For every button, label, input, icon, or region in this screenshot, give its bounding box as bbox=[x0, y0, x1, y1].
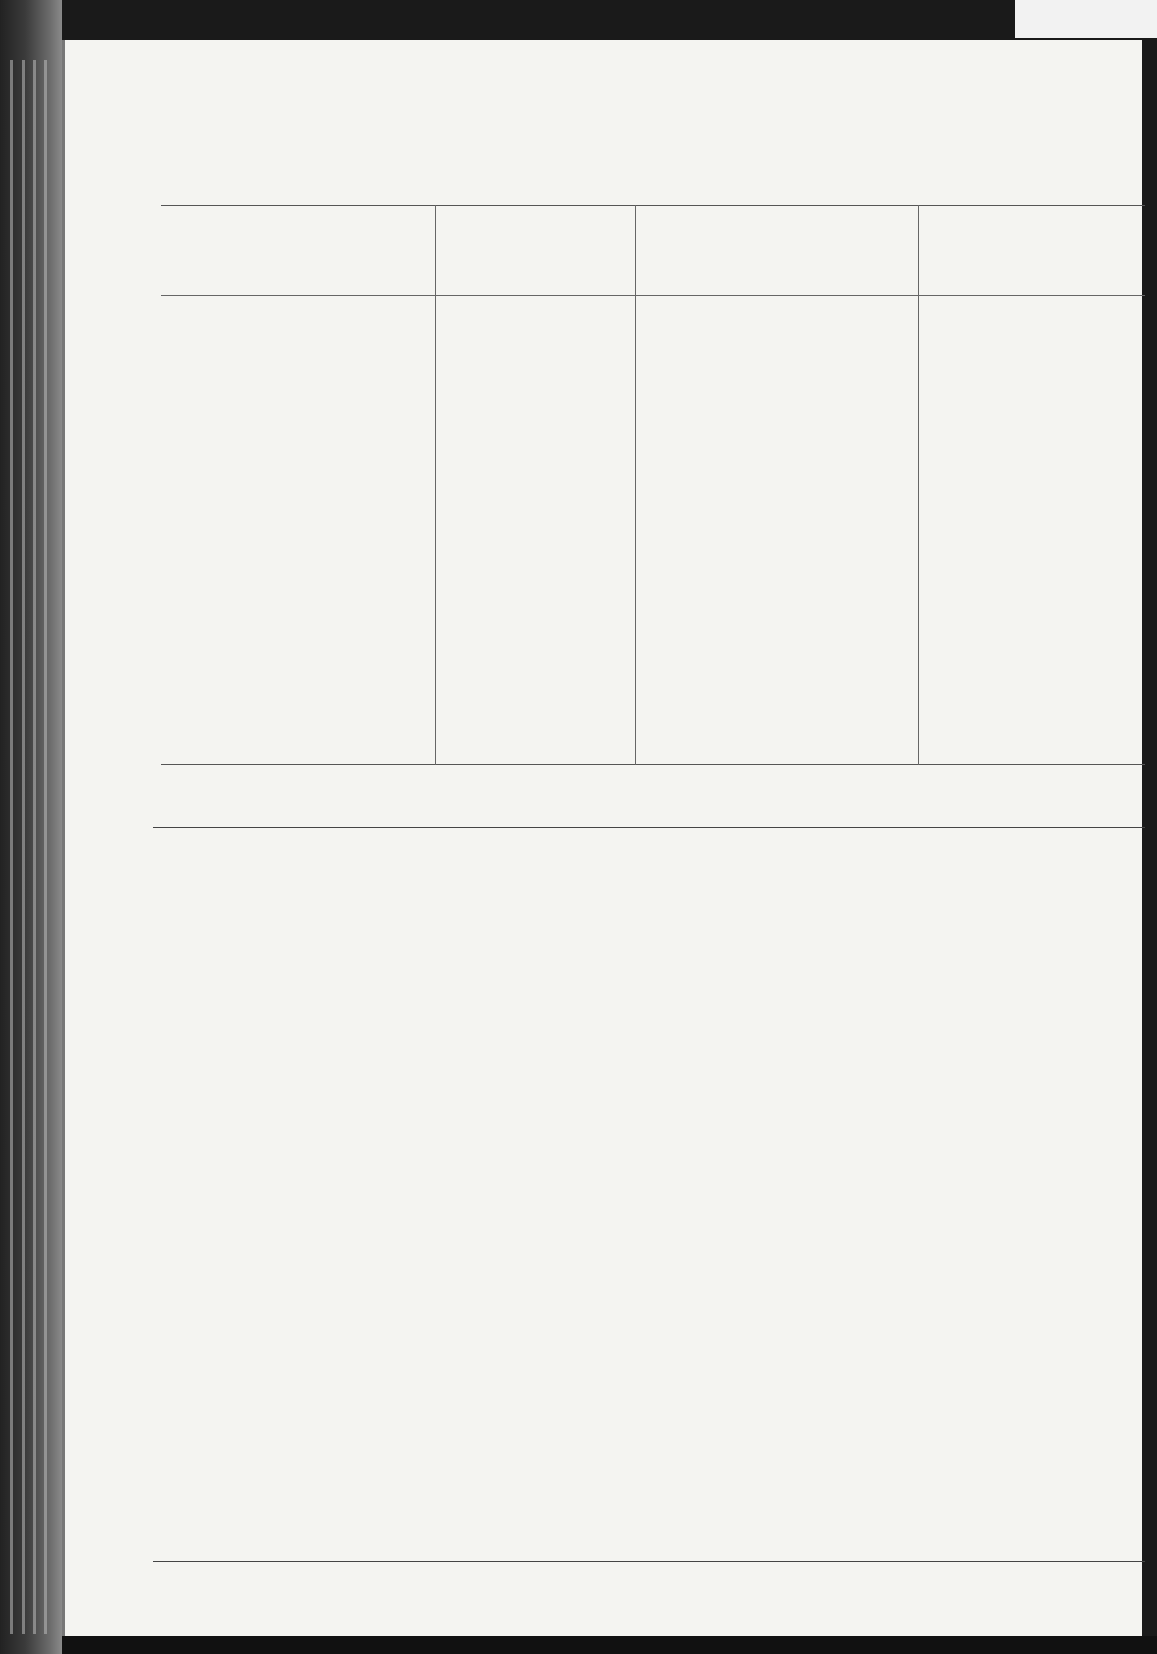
birthplace-table bbox=[153, 827, 1145, 1562]
scan-bottom-edge bbox=[62, 1636, 1157, 1654]
page-tab-corner bbox=[1015, 0, 1157, 38]
parish-table bbox=[161, 205, 1145, 765]
document-page bbox=[62, 40, 1142, 1640]
scan-binding-edge bbox=[0, 0, 62, 1654]
